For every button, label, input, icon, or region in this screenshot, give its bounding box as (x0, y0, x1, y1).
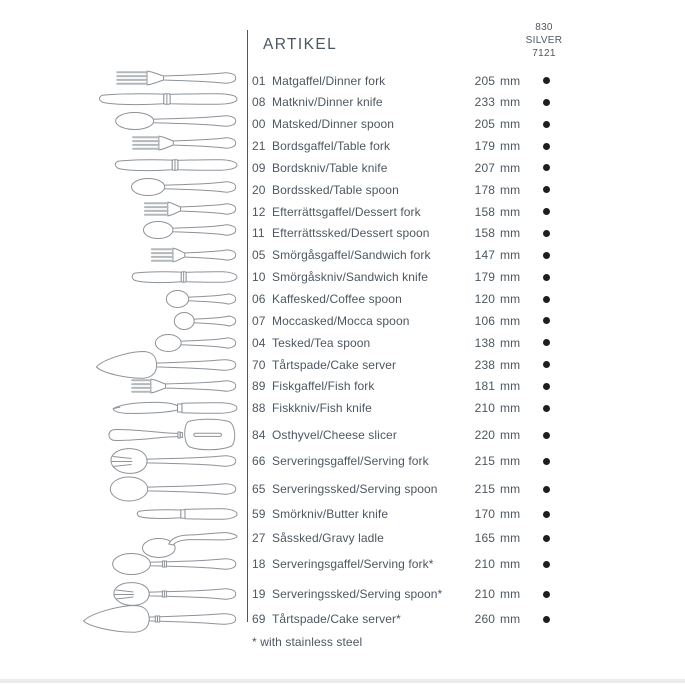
availability-dot (543, 164, 550, 171)
article-name: Bordsgaffel/Table fork (272, 139, 391, 154)
article-name: Serveringsgaffel/Serving fork* (272, 557, 434, 571)
availability-dot (543, 458, 550, 465)
table-row (0, 506, 685, 522)
article-code: 66 (252, 454, 266, 468)
availability-dot (543, 274, 550, 281)
availability-dot (543, 252, 550, 259)
article-name: Tårtspade/Cake server* (272, 612, 401, 626)
article-code: 12 (252, 204, 266, 219)
availability-dot-cell (539, 291, 553, 307)
article-name: Matgaffel/Dinner fork (272, 73, 386, 88)
length-unit: mm (500, 226, 521, 241)
table-row (0, 611, 685, 627)
length-unit: mm (500, 482, 521, 496)
table-row (0, 400, 685, 416)
article-length: 233 (474, 95, 495, 110)
availability-header-line-2: SILVER (525, 35, 563, 46)
length-unit: mm (500, 428, 521, 442)
article-name: Moccasked/Mocca spoon (272, 313, 410, 328)
availability-dot-cell (539, 269, 553, 285)
length-unit: mm (500, 95, 521, 110)
availability-dot (543, 143, 550, 150)
article-code: 21 (252, 139, 266, 154)
availability-dot (543, 208, 550, 215)
availability-dot (543, 511, 550, 518)
availability-dot (543, 186, 550, 193)
article-length: 120 (474, 292, 495, 306)
availability-dot (543, 317, 550, 324)
article-length: 215 (474, 482, 495, 496)
availability-dot-cell (539, 313, 553, 329)
availability-dot-cell (539, 116, 553, 132)
article-code: 69 (252, 612, 266, 626)
table-row (0, 586, 685, 602)
article-length: 106 (474, 313, 495, 328)
availability-dot (543, 339, 550, 346)
article-code: 84 (252, 428, 266, 442)
table-row (0, 269, 685, 285)
length-unit: mm (500, 357, 521, 372)
table-row (0, 530, 685, 546)
availability-dot-cell (539, 506, 553, 522)
availability-dot-cell (539, 204, 553, 220)
table-row (0, 204, 685, 220)
availability-dot (543, 230, 550, 237)
article-length: 179 (474, 270, 495, 285)
article-length: 147 (474, 248, 495, 263)
article-code: 89 (252, 379, 266, 394)
article-code: 07 (252, 313, 266, 328)
availability-dot (543, 405, 550, 412)
article-name: Matkniv/Dinner knife (272, 95, 383, 110)
article-length: 205 (474, 73, 495, 88)
article-length: 181 (474, 379, 495, 394)
article-name: Bordskniv/Table knife (272, 160, 388, 175)
article-length: 220 (474, 428, 495, 442)
table-row (0, 138, 685, 154)
length-unit: mm (500, 587, 521, 601)
length-unit: mm (500, 531, 521, 545)
page-title: ARTIKEL (263, 36, 338, 53)
article-code: 65 (252, 482, 266, 496)
article-code: 08 (252, 95, 266, 110)
availability-dot (543, 535, 550, 542)
availability-dot-cell (539, 225, 553, 241)
article-code: 11 (252, 226, 265, 241)
article-code: 19 (252, 587, 266, 601)
article-name: Efterrättssked/Dessert spoon (272, 226, 430, 241)
table-row (0, 225, 685, 241)
availability-dot-cell (539, 586, 553, 602)
availability-dot-cell (539, 247, 553, 263)
table-row (0, 357, 685, 373)
length-unit: mm (500, 248, 521, 263)
length-unit: mm (500, 335, 521, 350)
availability-header-line-3: 7121 (532, 48, 556, 59)
availability-dot (543, 77, 550, 84)
article-code: 27 (252, 531, 266, 545)
article-length: 207 (474, 160, 495, 175)
table-row (0, 556, 685, 572)
article-name: Kaffesked/Coffee spoon (272, 292, 402, 306)
availability-header-line-1: 830 (535, 22, 553, 33)
article-name: Serveringssked/Serving spoon* (272, 587, 443, 601)
length-unit: mm (500, 454, 521, 468)
availability-dot-cell (539, 378, 553, 394)
length-unit: mm (500, 117, 521, 132)
table-row (0, 453, 685, 469)
availability-dot-cell (539, 481, 553, 497)
article-length: 215 (474, 454, 495, 468)
article-length: 179 (474, 139, 495, 154)
availability-dot-cell (539, 73, 553, 89)
article-length: 178 (474, 182, 495, 197)
availability-dot (543, 383, 550, 390)
availability-dot-cell (539, 453, 553, 469)
article-length: 158 (474, 226, 495, 241)
article-length: 138 (474, 335, 495, 350)
article-name: Serveringssked/Serving spoon (272, 482, 438, 496)
length-unit: mm (500, 182, 521, 197)
table-row (0, 313, 685, 329)
table-row (0, 378, 685, 394)
length-unit: mm (500, 270, 521, 285)
article-length: 210 (474, 557, 495, 571)
length-unit: mm (500, 292, 521, 306)
article-code: 70 (252, 357, 266, 372)
footnote: * with stainless steel (252, 635, 363, 649)
table-row (0, 182, 685, 198)
availability-dot (543, 432, 550, 439)
length-unit: mm (500, 557, 521, 571)
availability-dot-cell (539, 160, 553, 176)
availability-dot-cell (539, 335, 553, 351)
article-name: Efterrättsgaffel/Dessert fork (272, 204, 421, 219)
article-length: 170 (474, 507, 495, 521)
article-name: Smörgåsgaffel/Sandwich fork (272, 248, 431, 263)
article-name: Tesked/Tea spoon (272, 335, 371, 350)
length-unit: mm (500, 139, 521, 154)
table-row (0, 427, 685, 443)
length-unit: mm (500, 401, 521, 416)
article-length: 205 (474, 117, 495, 132)
availability-dot-cell (539, 182, 553, 198)
article-name: Såssked/Gravy ladle (272, 531, 384, 545)
length-unit: mm (500, 204, 521, 219)
availability-dot-cell (539, 530, 553, 546)
article-length: 210 (474, 401, 495, 416)
length-unit: mm (500, 313, 521, 328)
article-code: 01 (252, 73, 266, 88)
article-length: 210 (474, 587, 495, 601)
availability-dot-cell (539, 94, 553, 110)
article-code: 09 (252, 160, 266, 175)
article-name: Tårtspade/Cake server (272, 357, 397, 372)
article-code: 06 (252, 292, 266, 306)
availability-dot (543, 561, 550, 568)
article-length: 158 (474, 204, 495, 219)
length-unit: mm (500, 160, 521, 175)
table-row (0, 94, 685, 110)
article-name: Fiskkniv/Fish knife (272, 401, 372, 416)
availability-dot-cell (539, 611, 553, 627)
availability-dot-cell (539, 138, 553, 154)
length-unit: mm (500, 379, 521, 394)
length-unit: mm (500, 507, 521, 521)
article-code: 05 (252, 248, 266, 263)
article-name: Smörgåskniv/Sandwich knife (272, 270, 429, 285)
table-row (0, 247, 685, 263)
availability-dot (543, 486, 550, 493)
table-row (0, 116, 685, 132)
article-name: Osthyvel/Cheese slicer (272, 428, 397, 442)
article-code: 04 (252, 335, 266, 350)
availability-dot-cell (539, 357, 553, 373)
availability-dot (543, 591, 550, 598)
article-name: Serveringsgaffel/Serving fork (272, 454, 429, 468)
availability-dot (543, 616, 550, 623)
availability-dot-cell (539, 556, 553, 572)
availability-dot (543, 121, 550, 128)
article-length: 260 (474, 612, 495, 626)
availability-dot (543, 296, 550, 303)
availability-dot-cell (539, 400, 553, 416)
page-bottom-edge (0, 679, 685, 683)
length-unit: mm (500, 612, 521, 626)
article-code: 59 (252, 507, 266, 521)
article-name: Bordssked/Table spoon (272, 182, 399, 197)
length-unit: mm (500, 73, 521, 88)
article-name: Smörkniv/Butter knife (272, 507, 389, 521)
article-code: 00 (252, 117, 266, 132)
table-row (0, 291, 685, 307)
article-name: Matsked/Dinner spoon (272, 117, 395, 132)
table-row (0, 335, 685, 351)
article-length: 238 (474, 357, 495, 372)
availability-dot (543, 99, 550, 106)
table-row (0, 160, 685, 176)
article-code: 20 (252, 182, 266, 197)
table-row (0, 481, 685, 497)
availability-dot (543, 361, 550, 368)
article-code: 10 (252, 270, 266, 285)
table-row (0, 73, 685, 89)
article-name: Fiskgaffel/Fish fork (272, 379, 375, 394)
article-code: 18 (252, 557, 266, 571)
article-code: 88 (252, 401, 266, 416)
article-length: 165 (474, 531, 495, 545)
availability-dot-cell (539, 427, 553, 443)
